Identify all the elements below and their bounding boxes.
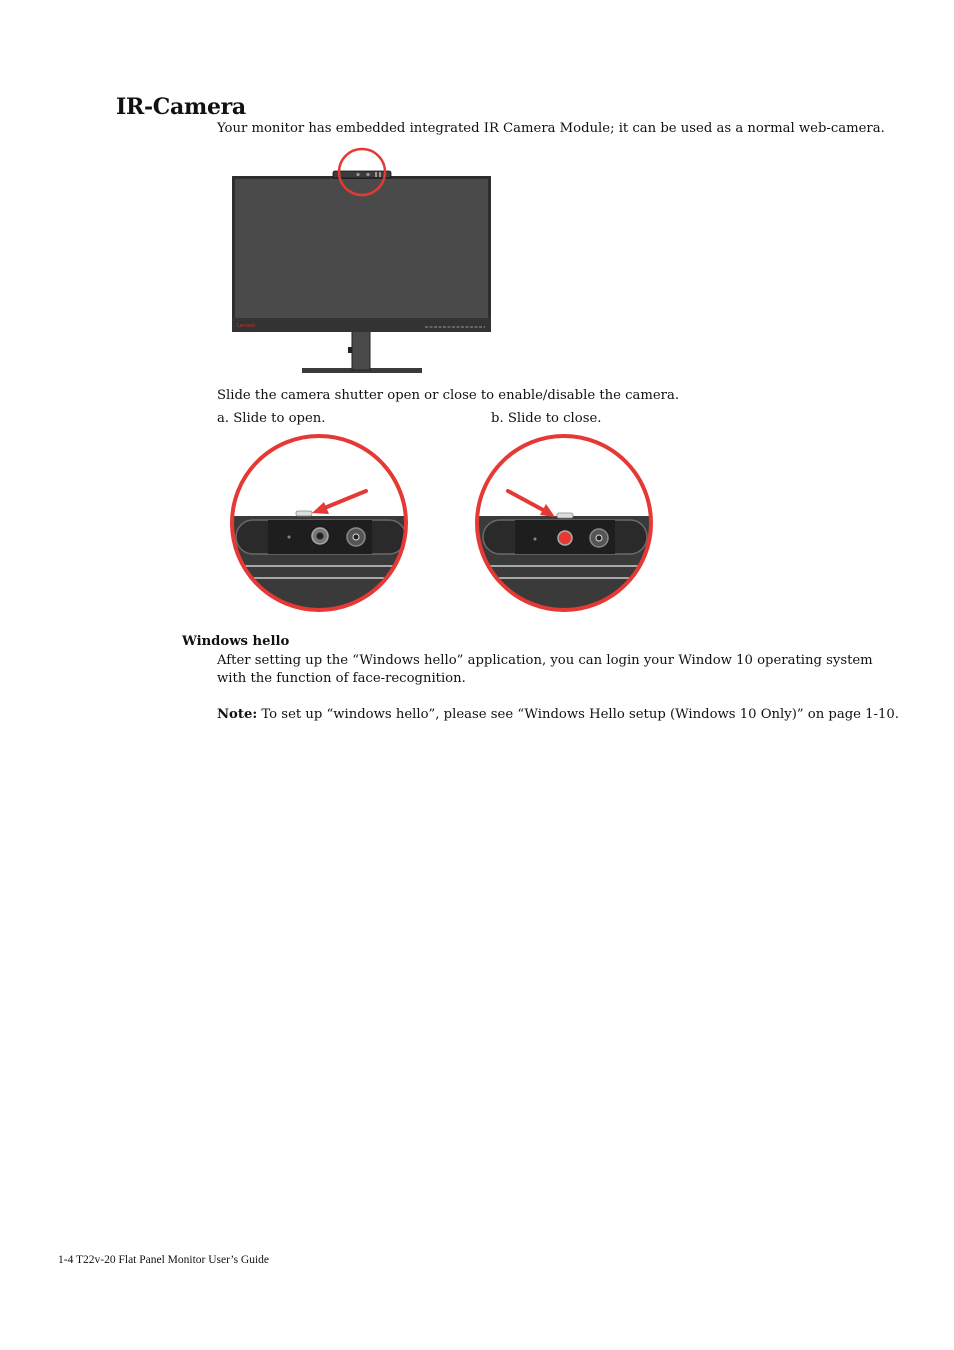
page-footer: 1-4 T22v-20 Flat Panel Monitor User’s Guide	[58, 1254, 270, 1266]
shutter-instruction: Slide the camera shutter open or close to enable/disable the camera.	[217, 388, 680, 403]
close-label: b. Slide to close.	[491, 411, 602, 426]
windows-hello-heading: Windows hello	[182, 634, 290, 649]
section-title: IR-Camera	[116, 94, 246, 120]
note-label: Note:	[217, 707, 258, 722]
open-label: a. Slide to open.	[217, 411, 326, 426]
windows-hello-paragraph-line2: with the function of face-recognition.	[217, 671, 466, 686]
svg-text:Lenovo: Lenovo	[237, 323, 256, 329]
note-text: To set up “windows hello”, please see “Windows Hello setup (Windows 10 Only)” on page 1-10.	[257, 707, 899, 722]
windows-hello-paragraph-line1: After setting up the “Windows hello” application, you can login your Window 10 operating system	[217, 653, 873, 668]
intro-text: Your monitor has embedded integrated IR Camera Module; it can be used as a normal web-camera.	[217, 121, 885, 136]
note	[217, 706, 899, 724]
